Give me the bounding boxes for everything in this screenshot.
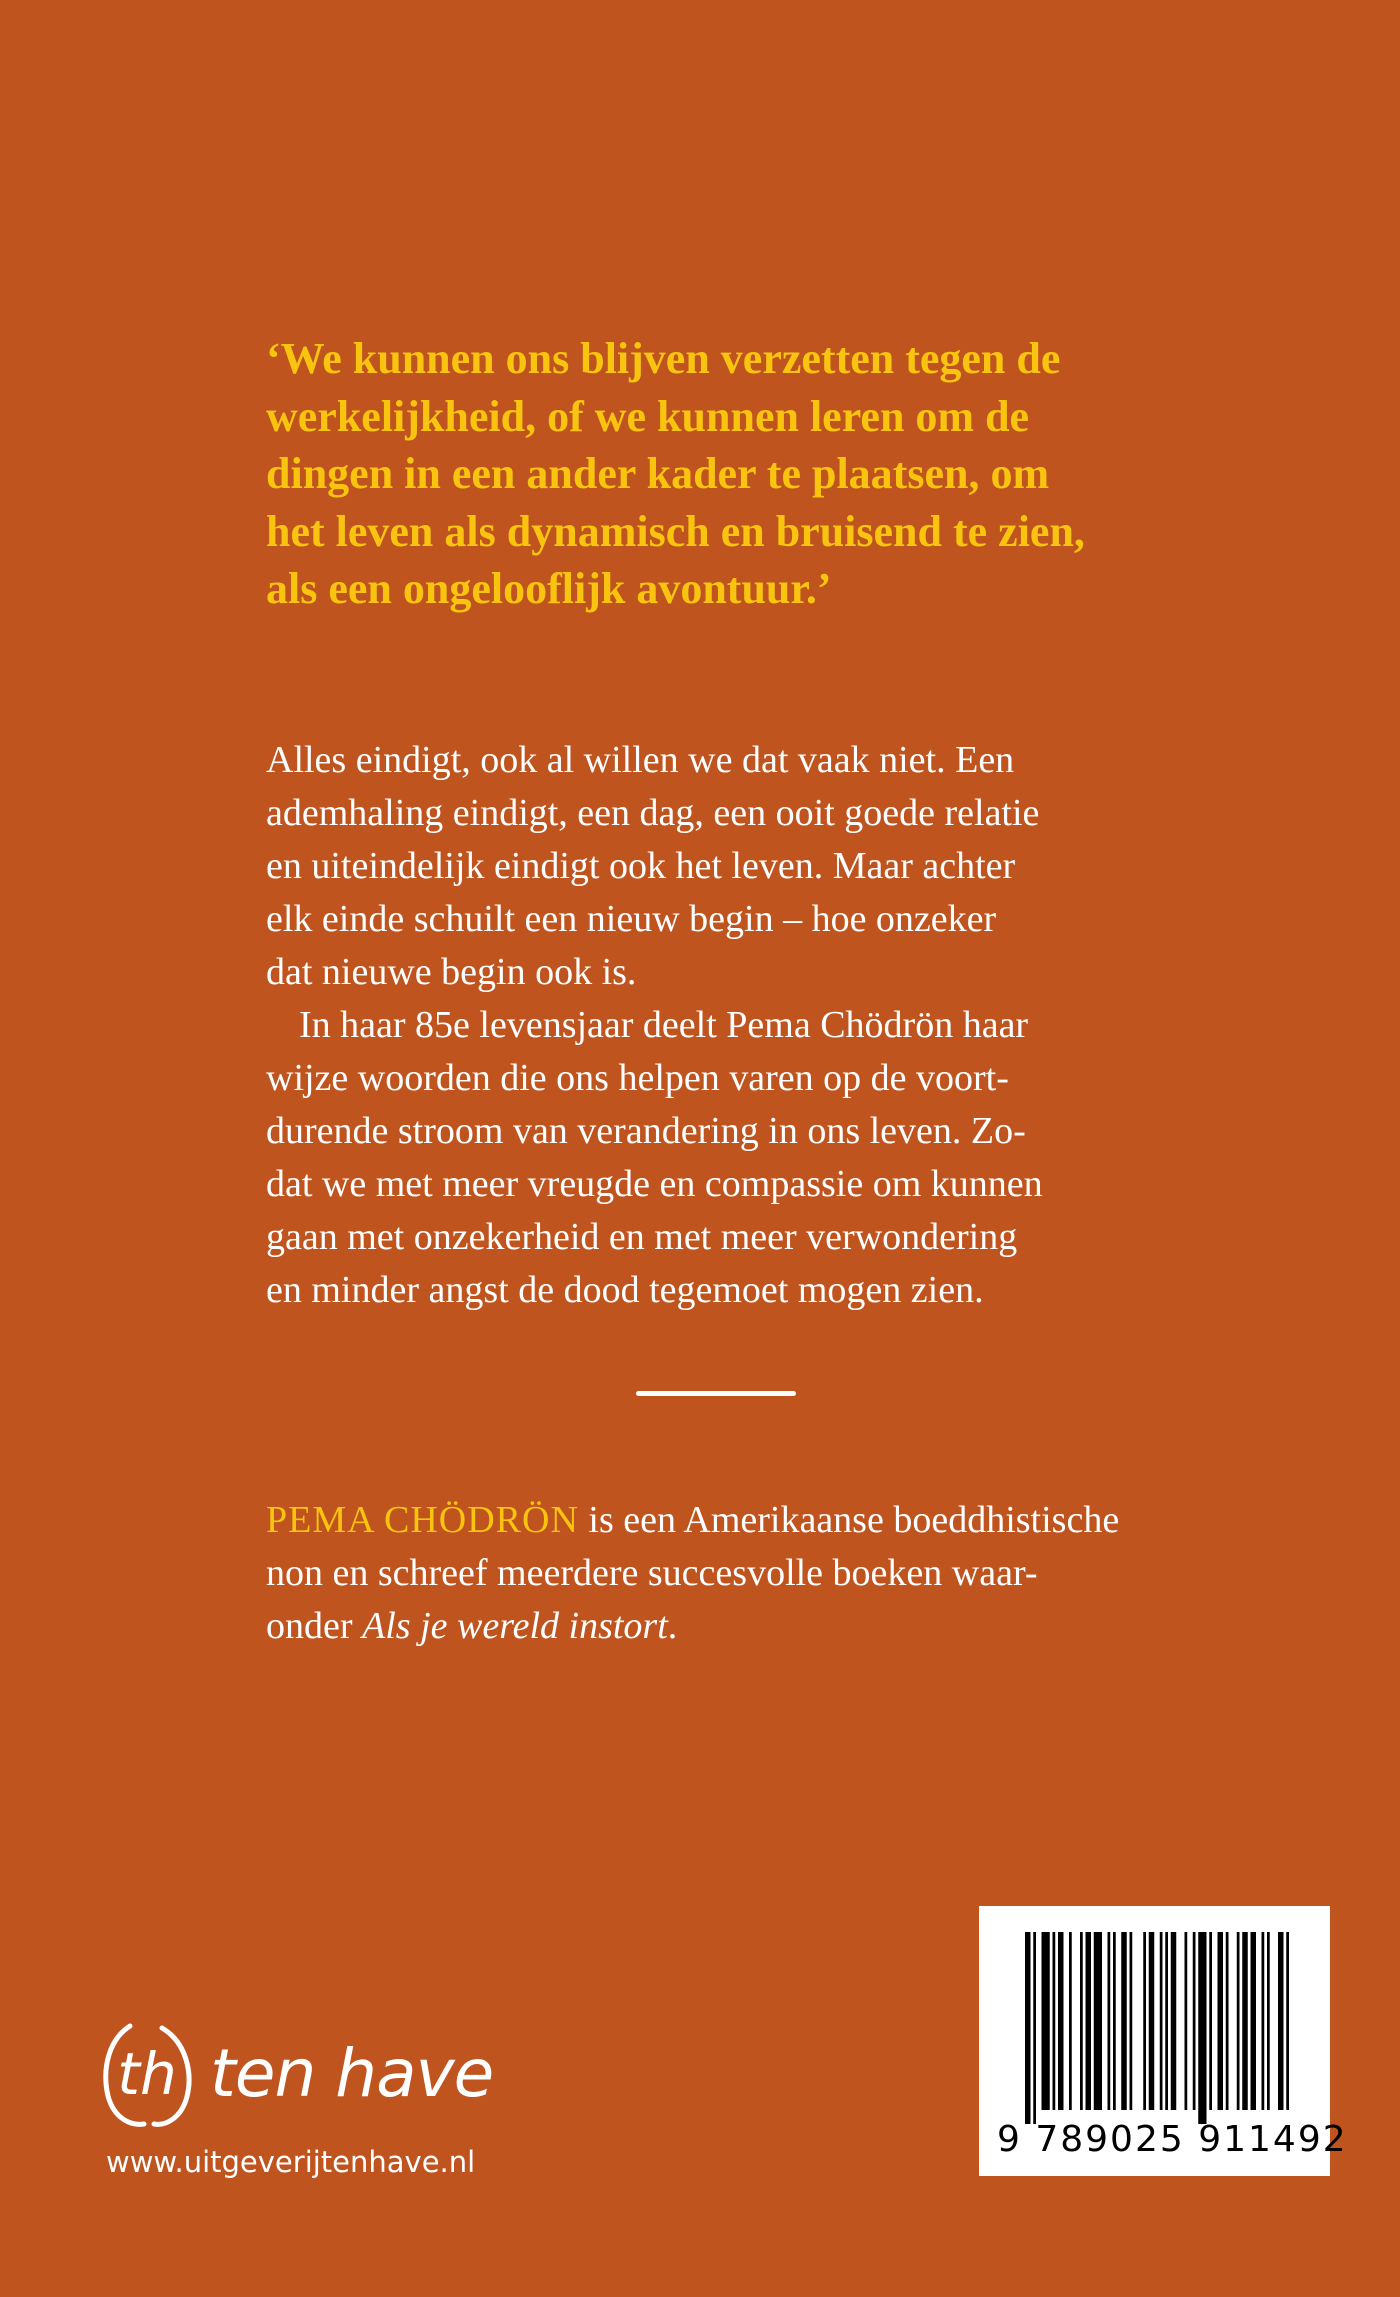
barcode-bar: [1108, 1932, 1111, 2110]
book-description: [266, 734, 1226, 1317]
barcode-bar: [1209, 1932, 1212, 2110]
quote-line: ‘We kunnen ons blijven verzetten tegen de: [266, 334, 1061, 383]
th-logo-icon: [100, 2020, 195, 2128]
quote-line: dingen in een ander kader te plaatsen, om: [266, 449, 1050, 498]
barcode-bar: [1025, 1932, 1031, 2124]
barcode-bar: [1171, 1932, 1177, 2110]
quote-line: het leven als dynamisch en bruisend te zien,: [266, 506, 1085, 556]
barcode-bar: [1149, 1932, 1155, 2110]
description-line: Alles eindigt, ook al willen we dat vaak niet. Een: [266, 739, 1015, 781]
barcode-bar: [1226, 1932, 1229, 2110]
barcode-bar: [1278, 1932, 1284, 2110]
barcode-bar: [1218, 1932, 1224, 2110]
barcode-bar: [1033, 1932, 1036, 2124]
barcode-bar: [1267, 1932, 1270, 2110]
author-bio-line: [266, 1494, 1226, 1547]
barcode-bar: [1053, 1932, 1056, 2110]
barcode-bar: [1058, 1932, 1064, 2110]
description-line: elk einde schuilt een nieuw begin – hoe onzeker: [266, 898, 997, 940]
isbn-number: 9 789025 911492: [997, 2119, 1348, 2160]
barcode-bar: [1242, 1932, 1248, 2110]
barcode-bar: [1262, 1932, 1265, 2110]
barcode-bar: [1185, 1932, 1188, 2110]
barcode-bar: [1086, 1932, 1092, 2110]
barcode-bar: [1251, 1932, 1257, 2110]
barcode-bar: [1237, 1932, 1240, 2110]
logo-mark-text: th: [117, 2040, 177, 2108]
description-line: In haar 85e levensjaar deelt Pema Chödrön haar: [299, 1004, 1029, 1046]
section-divider: [636, 1391, 796, 1396]
barcode-bar: [1130, 1932, 1133, 2110]
author-bio-line: [266, 1600, 1226, 1653]
author-bio-text: onder: [266, 1605, 363, 1647]
description-line: gaan met onzekerheid en met meer verwondering: [266, 1216, 1018, 1258]
pull-quote: [266, 330, 1166, 618]
author-bio: [266, 1494, 1226, 1653]
publisher-logo: [100, 2020, 520, 2140]
description-line: wijze woorden die ons helpen varen op de voort-: [266, 1057, 1009, 1099]
publisher-name: ten have: [210, 2035, 494, 2112]
barcode-bar: [1143, 1932, 1146, 2110]
barcode-bar: [1094, 1932, 1102, 2110]
author-bio-line: non en schreef meerdere succesvolle boeken waar-: [266, 1552, 1038, 1594]
book-title: Als je wereld instort: [362, 1605, 668, 1647]
barcode-bars: [1025, 1932, 1290, 2124]
description-line: durende stroom van verandering in ons leven. Zo-: [266, 1110, 1026, 1152]
barcode-bar: [1160, 1932, 1163, 2110]
description-line: en minder angst de dood tegemoet mogen zien.: [266, 1269, 984, 1311]
barcode-bar: [1198, 1932, 1206, 2124]
publisher-website: www.uitgeverijtenhave.nl: [106, 2145, 476, 2179]
barcode-bar: [1080, 1932, 1083, 2110]
author-bio-text: .: [667, 1605, 678, 1647]
description-line: dat we met meer vreugde en compassie om kunnen: [266, 1163, 1043, 1205]
author-name: PEMA CHÖDRÖN: [266, 1499, 579, 1541]
quote-line: werkelijkheid, of we kunnen leren om de: [266, 391, 1030, 441]
barcode-bar: [1042, 1932, 1050, 2110]
barcode-bar: [1193, 1932, 1196, 2110]
quote-line: als een ongelooflijk avontuur.’: [266, 564, 832, 613]
description-line: en uiteindelijk eindigt ook het leven. Maar achter: [266, 845, 1016, 887]
description-line: dat nieuwe begin ook is.: [266, 951, 637, 993]
barcode-bar: [1113, 1932, 1116, 2110]
barcode-bar: [1286, 1932, 1289, 2110]
barcode-bar: [1069, 1932, 1072, 2110]
barcode-bar: [1165, 1932, 1168, 2110]
barcode-bar: [1121, 1932, 1127, 2110]
description-line: ademhaling eindigt, een dag, een ooit goede relatie: [266, 792, 1040, 834]
barcode: [979, 1906, 1348, 2176]
author-bio-text: is een Amerikaanse boeddhistische: [578, 1499, 1120, 1541]
